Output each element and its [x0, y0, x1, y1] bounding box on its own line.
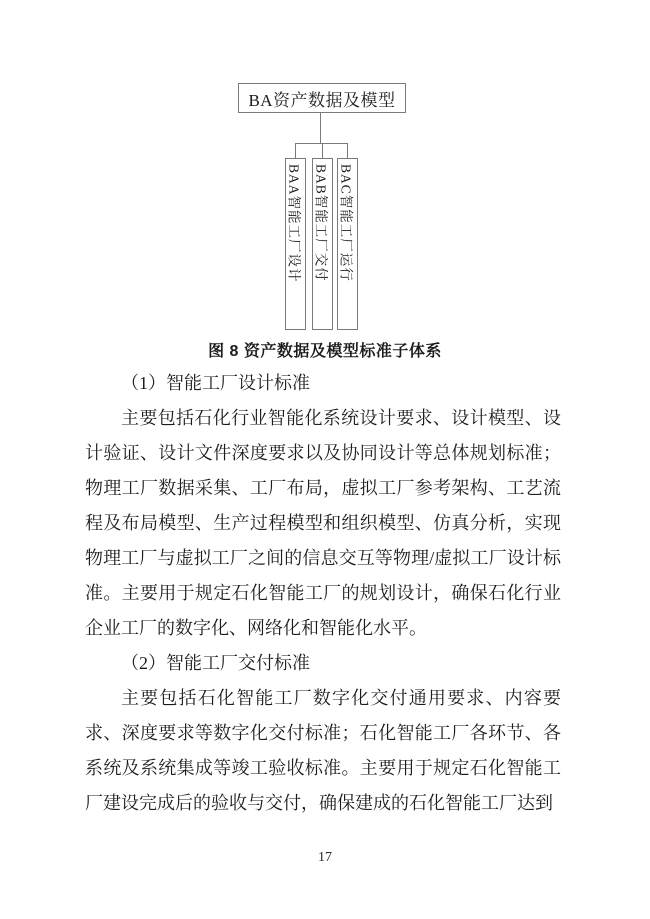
- diagram-child-label: BAB智能工厂交付: [313, 164, 329, 282]
- connector-stub-right: [347, 143, 348, 158]
- section-heading-2: （2）智能工厂交付标准: [121, 653, 310, 673]
- connector-stub-middle: [322, 143, 323, 158]
- diagram-child-node-bac: [337, 158, 358, 330]
- diagram-child-node-baa: [285, 158, 306, 330]
- section-heading-1: （1）智能工厂设计标准: [121, 373, 310, 393]
- figure-caption: 图 8 资产数据及模型标准子体系: [208, 343, 442, 360]
- connector-vertical-line: [320, 112, 321, 143]
- diagram-root-node: BA资产数据及模型: [238, 83, 406, 113]
- page-number: 17: [318, 850, 332, 865]
- body-text: [85, 366, 561, 821]
- connector-stub-left: [295, 143, 296, 158]
- diagram-child-label: BAA智能工厂设计: [286, 164, 302, 283]
- standards-subsystem-diagram: [0, 0, 650, 340]
- section-paragraph-2: 主要包括石化智能工厂数字化交付通用要求、内容要求、深度要求等数字化交付标准；石化智能工厂各环节、各系统及系统集成等竣工验收标准。主要用于规定石化智能工厂建设完成后的验收与交付，确保建成的石化智能工厂达到: [85, 688, 561, 813]
- section-paragraph-1: 主要包括石化行业智能化系统设计要求、设计模型、设计验证、设计文件深度要求以及协同设计等总体规划标准；物理工厂数据采集、工厂布局，虚拟工厂参考架构、工艺流程及布局模型、生产过程模型和组织模型、仿真分析，实现物理工厂与虚拟工厂之间的信息交互等物理/虚拟工厂设计标准。主要用于规定石化智能工厂的规划设计，确保石化行业企业工厂的数字化、网络化和智能化水平。: [85, 408, 561, 638]
- diagram-child-node-bab: [312, 158, 333, 330]
- diagram-child-label: BAC智能工厂运行: [338, 164, 354, 282]
